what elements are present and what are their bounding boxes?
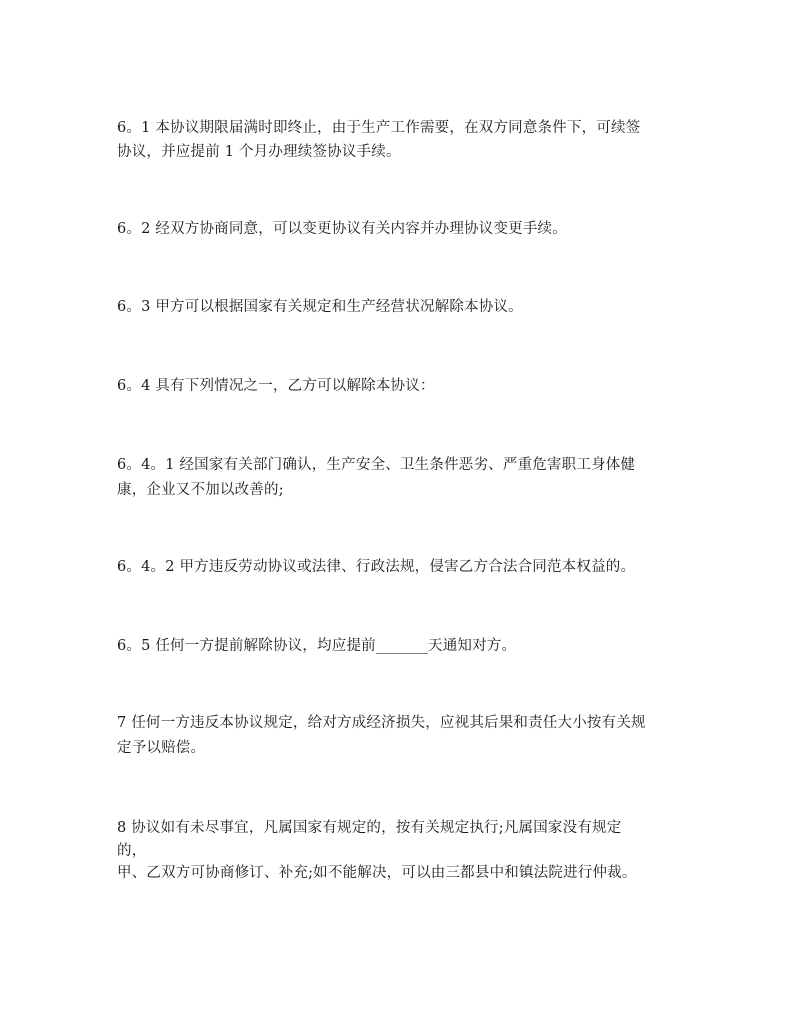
clause-6-4-line-1: 6。4 具有下列情况之一，乙方可以解除本协议： — [117, 378, 435, 394]
clause-6-4-1-line-1: 6。4。1 经国家有关部门确认，生产安全、卫生条件恶劣、严重危害职工身体健 — [117, 457, 636, 473]
clause-6-4-2-line-1: 6。4。2 甲方违反劳动协议或法律、行政法规，侵害乙方合法合同范本权益的。 — [117, 559, 636, 575]
clause-6-5-line-1: 6。5 任何一方提前解除协议，均应提前_______天通知对方。 — [117, 638, 517, 654]
clause-6-1-line-2: 协议，并应提前 1 个月办理续签协议手续。 — [117, 144, 401, 160]
clause-6-4-1-line-2: 康，企业又不加以改善的; — [117, 482, 284, 498]
clause-7-line-2: 定予以赔偿。 — [117, 740, 206, 756]
clause-8-line-1: 8 协议如有未尽事宜，凡属国家有规定的，按有关规定执行;凡属国家没有规定 — [117, 820, 622, 836]
clause-8-line-3: 甲、乙双方可协商修订、补充;如不能解决，可以由三都县中和镇法院进行仲裁。 — [117, 865, 637, 881]
clause-6-1-line-1: 6。1 本协议期限届满时即终止，由于生产工作需要，在双方同意条件下，可续签 — [117, 120, 641, 136]
clause-8-line-2: 的， — [117, 843, 147, 859]
clause-7-line-1: 7 任何一方违反本协议规定，给对方成经济损失，应视其后果和责任大小按有关规 — [117, 715, 646, 731]
clause-6-2-line-1: 6。2 经双方协商同意，可以变更协议有关内容并办理协议变更手续。 — [117, 221, 567, 237]
clause-6-3-line-1: 6。3 甲方可以根据国家有关规定和生产经营状况解除本协议。 — [117, 299, 523, 315]
